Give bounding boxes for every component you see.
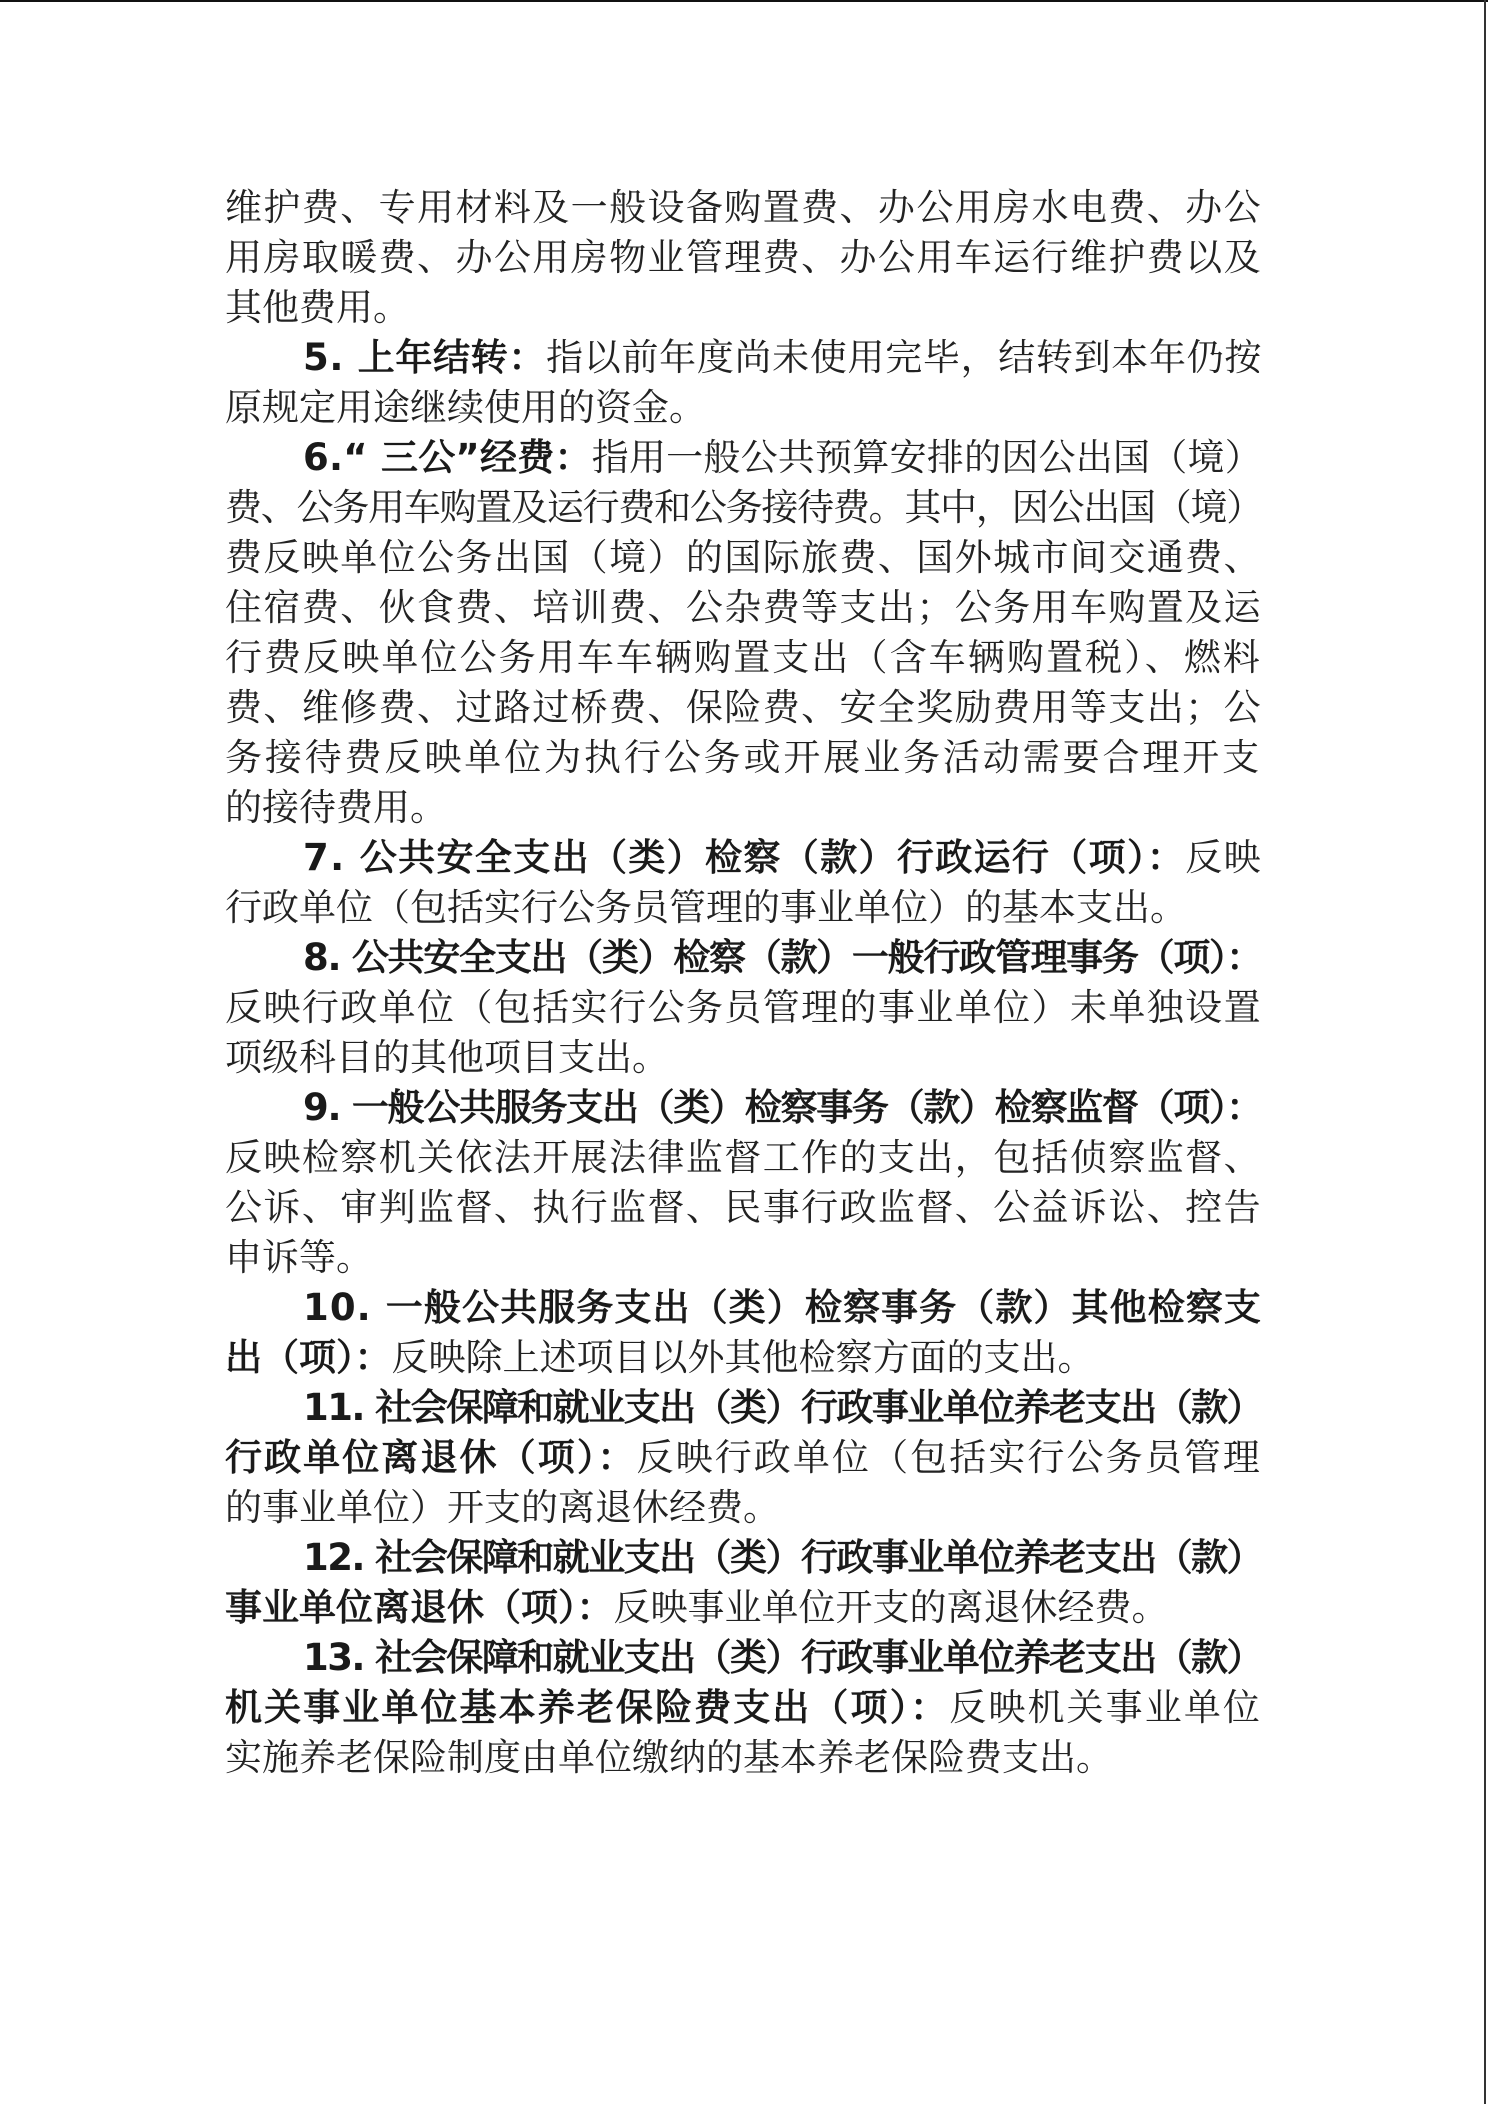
body-text: 行政单位（包括实行公务员管理的事业单位）的基本支出。 — [225, 886, 1187, 929]
body-text: 其他费用。 — [225, 286, 410, 329]
text-line — [225, 833, 1262, 883]
paragraph — [225, 933, 1262, 1083]
line-text — [225, 286, 410, 329]
text-line — [225, 933, 1262, 983]
line-text — [225, 386, 706, 429]
line-text — [303, 336, 1262, 379]
text-line — [225, 1533, 1262, 1583]
line-text — [225, 536, 1262, 579]
line-text — [303, 1636, 1262, 1679]
text-line — [225, 433, 1262, 483]
body-text: 住宿费、伙食费、培训费、公杂费等支出；公务用车购置及运 — [225, 586, 1262, 629]
line-text — [225, 486, 1262, 529]
text-line — [225, 1383, 1262, 1433]
line-text — [225, 1336, 1095, 1379]
text-line — [225, 1033, 1262, 1083]
text-line — [225, 283, 1262, 333]
paragraph — [225, 1383, 1262, 1533]
text-line — [225, 1083, 1262, 1133]
body-text: 指用一般公共预算安排的因公出国（境） — [591, 436, 1262, 479]
text-line — [225, 1233, 1262, 1283]
text-line — [225, 1583, 1262, 1633]
text-line — [225, 1283, 1262, 1333]
text-line — [225, 633, 1262, 683]
text-line — [225, 1433, 1262, 1483]
text-line — [225, 383, 1262, 433]
line-text — [303, 1536, 1262, 1579]
body-text: 指以前年度尚未使用完毕，结转到本年仍按 — [546, 336, 1262, 379]
body-text: 维护费、专用材料及一般设备购置费、办公用房水电费、办公 — [225, 186, 1262, 229]
paragraph — [225, 183, 1262, 333]
text-line — [225, 683, 1262, 733]
body-text: 申诉等。 — [225, 1236, 373, 1279]
text-line — [225, 1133, 1262, 1183]
item-heading: 11. 社会保障和就业支出（类）行政事业单位养老支出（款） — [303, 1386, 1262, 1429]
line-text — [303, 1386, 1262, 1429]
paragraph — [225, 1283, 1262, 1383]
body-text: 务接待费反映单位为执行公务或开展业务活动需要合理开支 — [225, 736, 1262, 779]
line-text — [225, 1186, 1262, 1229]
line-text — [225, 1736, 1113, 1779]
line-text — [225, 586, 1262, 629]
line-text — [225, 1236, 373, 1279]
line-text — [303, 836, 1262, 879]
body-text: 反映除上述项目以外其他检察方面的支出。 — [391, 1336, 1095, 1379]
body-text: 反映事业单位开支的离退休经费。 — [613, 1586, 1169, 1629]
text-line — [225, 1483, 1262, 1533]
text-line — [225, 233, 1262, 283]
item-heading: 事业单位离退休（项）： — [225, 1586, 614, 1629]
text-line — [225, 983, 1262, 1033]
body-text: 实施养老保险制度由单位缴纳的基本养老保险费支出。 — [225, 1736, 1113, 1779]
text-line — [225, 1333, 1262, 1383]
text-line — [225, 1183, 1262, 1233]
paragraph — [225, 833, 1262, 933]
document-body — [225, 183, 1262, 1783]
text-line — [225, 733, 1262, 783]
text-line — [225, 1683, 1262, 1733]
body-text: 原规定用途继续使用的资金。 — [225, 386, 706, 429]
text-line — [225, 1633, 1262, 1683]
line-text — [225, 1586, 1169, 1629]
item-heading: 机关事业单位基本养老保险费支出（项）： — [225, 1686, 950, 1729]
line-text — [303, 936, 1262, 979]
text-line — [225, 483, 1262, 533]
text-line — [225, 533, 1262, 583]
body-text: 反映 — [1185, 836, 1263, 879]
body-text: 反映行政单位（包括实行公务员管理的事业单位）未单独设置 — [225, 986, 1262, 1029]
body-text: 公诉、审判监督、执行监督、民事行政监督、公益诉讼、控告 — [225, 1186, 1262, 1229]
text-line — [225, 333, 1262, 383]
line-text — [225, 1686, 1262, 1729]
item-heading: 10. 一般公共服务支出（类）检察事务（款）其他检察支 — [303, 1286, 1262, 1329]
body-text: 费反映单位公务出国（境）的国际旅费、国外城市间交通费、 — [225, 536, 1262, 579]
paragraph — [225, 1083, 1262, 1283]
item-heading: 5. 上年结转： — [303, 336, 547, 379]
item-heading: 7. 公共安全支出（类）检察（款）行政运行（项）： — [303, 836, 1186, 879]
page-border-top — [0, 0, 1488, 2]
line-text — [225, 1486, 780, 1529]
line-text — [225, 886, 1187, 929]
body-text: 费、维修费、过路过桥费、保险费、安全奖励费用等支出；公 — [225, 686, 1262, 729]
body-text: 的事业单位）开支的离退休经费。 — [225, 1486, 780, 1529]
item-heading: 9. 一般公共服务支出（类）检察事务（款）检察监督（项）： — [303, 1086, 1262, 1129]
line-text — [303, 1086, 1262, 1129]
item-heading: 出（项）： — [225, 1336, 392, 1379]
body-text: 行费反映单位公务用车车辆购置支出（含车辆购置税）、燃料 — [225, 636, 1262, 679]
line-text — [303, 436, 1262, 479]
body-text: 的接待费用。 — [225, 786, 447, 829]
item-heading: 12. 社会保障和就业支出（类）行政事业单位养老支出（款） — [303, 1536, 1262, 1579]
text-line — [225, 183, 1262, 233]
text-line — [225, 583, 1262, 633]
paragraph — [225, 1633, 1262, 1783]
item-heading: 13. 社会保障和就业支出（类）行政事业单位养老支出（款） — [303, 1636, 1262, 1679]
page-border-right — [1484, 0, 1486, 2104]
body-text: 费、公务用车购置及运行费和公务接待费。其中，因公出国（境） — [225, 486, 1262, 529]
text-line — [225, 883, 1262, 933]
line-text — [225, 236, 1262, 279]
line-text — [303, 1286, 1262, 1329]
line-text — [225, 636, 1262, 679]
body-text: 反映检察机关依法开展法律监督工作的支出，包括侦察监督、 — [225, 1136, 1262, 1179]
text-line — [225, 783, 1262, 833]
line-text — [225, 1436, 1262, 1479]
body-text: 用房取暖费、办公用房物业管理费、办公用车运行维护费以及 — [225, 236, 1262, 279]
text-line — [225, 1733, 1262, 1783]
line-text — [225, 686, 1262, 729]
paragraph — [225, 333, 1262, 433]
body-text: 项级科目的其他项目支出。 — [225, 1036, 669, 1079]
item-heading: 6.“ 三公”经费： — [303, 436, 592, 479]
line-text — [225, 186, 1262, 229]
line-text — [225, 986, 1262, 1029]
body-text: 反映行政单位（包括实行公务员管理 — [636, 1436, 1263, 1479]
line-text — [225, 736, 1262, 779]
body-text: 反映机关事业单位 — [949, 1686, 1263, 1729]
item-heading: 8. 公共安全支出（类）检察（款）一般行政管理事务（项）： — [303, 936, 1262, 979]
paragraph — [225, 433, 1262, 833]
item-heading: 行政单位离退休（项）： — [225, 1436, 637, 1479]
line-text — [225, 1136, 1262, 1179]
paragraph — [225, 1533, 1262, 1633]
line-text — [225, 1036, 669, 1079]
line-text — [225, 786, 447, 829]
